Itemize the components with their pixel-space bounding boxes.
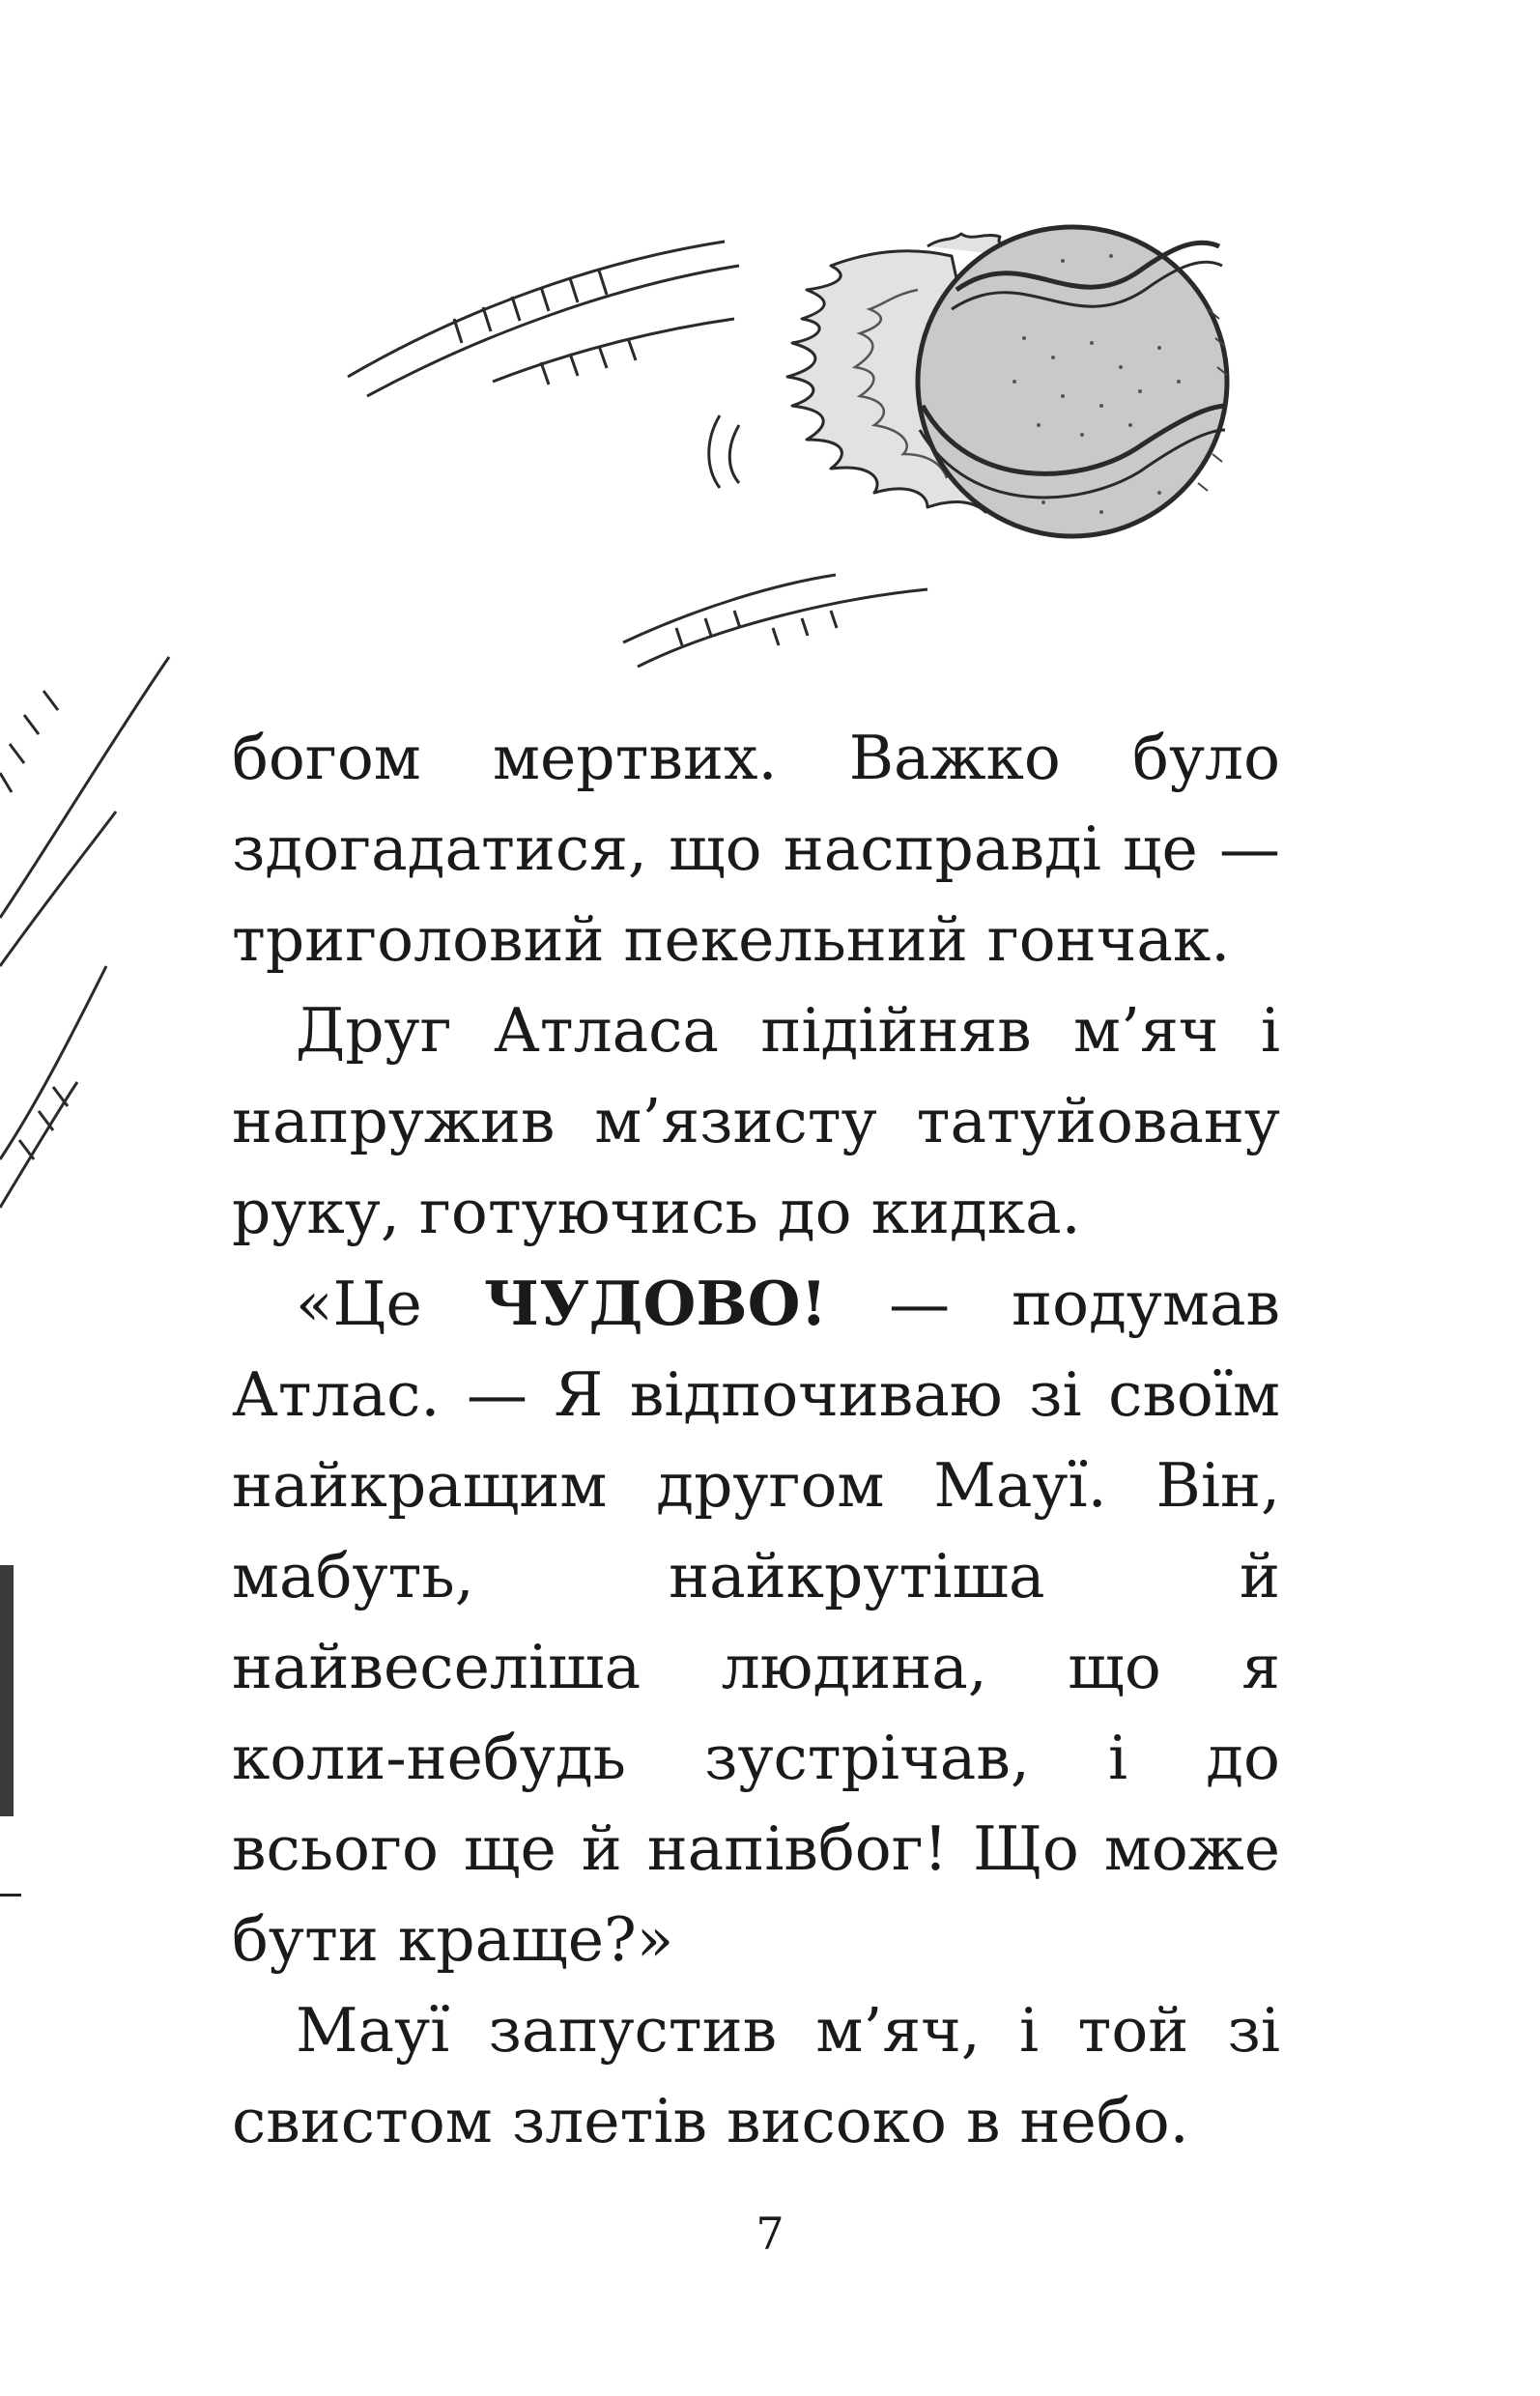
motion-lines-left-edge (0, 657, 169, 1208)
paragraph (232, 1985, 1280, 2167)
paragraph (232, 985, 1280, 1258)
emphasis-text: ЧУДОВО! (483, 1268, 828, 1339)
page-edge-line (0, 1894, 21, 1897)
paragraph (232, 1258, 1280, 1985)
paragraph-text: Друг Атласа підійняв м’яч і напружив м’язисту татуйовану руку, готуючись до кидка. (232, 995, 1280, 1247)
motion-lines-top (348, 242, 739, 396)
paragraph-text: — подумав Атлас. — Я відпочиваю зі своїм найкращим другом Мауї. Він, мабуть, найкрутіша й найвеселіша людина, що я коли-небудь зустрічав, і до всього ще й напівбог! Що може бути краще?» (232, 1269, 1280, 1975)
motion-lines-bottom (623, 575, 927, 667)
paragraph-text: «Це (296, 1269, 484, 1339)
paragraph-text: богом мертвих. Важко було здогадатися, що насправді це — триголовий пекельний гончак. (232, 723, 1280, 975)
paragraph-text: Мауї запустив м’яч, і той зі свистом злетів високо в небо. (232, 1995, 1280, 2156)
paragraph (232, 713, 1280, 985)
motion-strokes-near-flame (709, 415, 739, 488)
body-text (232, 713, 1280, 2167)
page-number: 7 (756, 2208, 784, 2260)
page-edge-mark (0, 1565, 14, 1816)
